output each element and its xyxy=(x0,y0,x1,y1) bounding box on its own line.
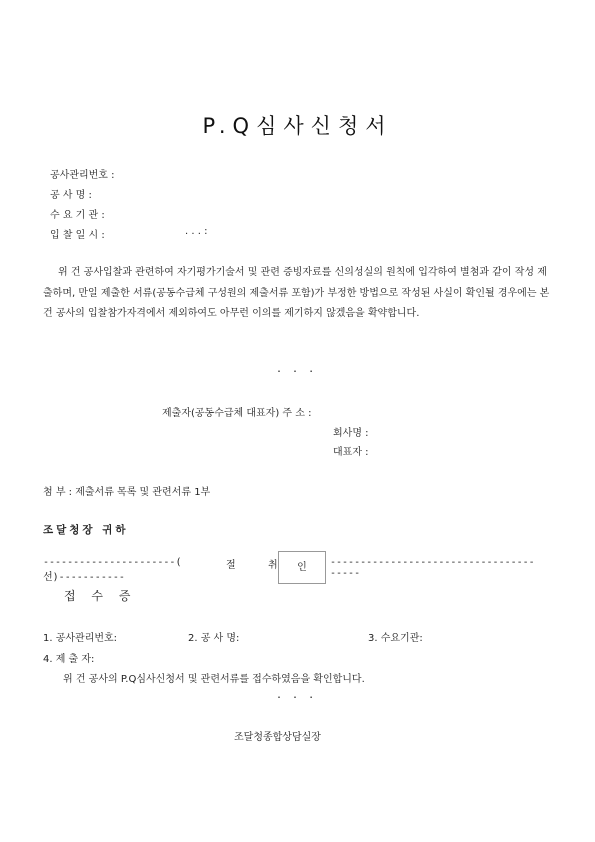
seal-box: 인 xyxy=(278,551,326,584)
cut-line-continued: 선)----------- xyxy=(43,572,125,583)
submission-date: . . . xyxy=(276,364,317,375)
cut-line-right: ---------------------------------- xyxy=(330,557,535,568)
field-project-name-label: 공 사 명 : xyxy=(50,190,92,201)
field-bid-date-label: 입 찰 일 시 : xyxy=(50,230,105,241)
submitter-address-label: 제출자(공동수급체 대표자) 주 소 : xyxy=(162,408,312,419)
page-title: P.Q심사신청서 xyxy=(202,114,393,138)
cut-line-word-1: 절 xyxy=(226,560,236,571)
receipt-item-project-name: 2. 공 사 명: xyxy=(188,633,240,644)
receipt-heading: 접 수 증 xyxy=(64,589,137,603)
cut-line-left: ----------------------( xyxy=(43,557,182,568)
field-bid-date-value: . . . : xyxy=(185,226,208,237)
receipt-item-submitter: 4. 제 출 자: xyxy=(43,654,95,665)
recipient-line: 조달청장 귀하 xyxy=(43,524,129,536)
receipt-issuer: 조달청종합상담실장 xyxy=(234,732,321,743)
receipt-confirmation: 위 건 공사의 P.Q심사신청서 및 관련서류를 접수하였음을 확인합니다. xyxy=(63,674,365,685)
field-project-number-label: 공사관리번호 : xyxy=(50,170,115,181)
cut-line-word-2: 취 xyxy=(268,560,278,571)
receipt-item-project-number: 1. 공사관리번호: xyxy=(43,633,118,644)
submitter-ceo-label: 대표자 : xyxy=(333,447,369,458)
receipt-date: . . . xyxy=(276,690,317,701)
cut-line-right-continued: ----- xyxy=(330,568,361,579)
submitter-company-label: 회사명 : xyxy=(333,428,369,439)
statement-paragraph: 위 건 공사입찰과 관련하여 자기평가기술서 및 관련 증빙자료를 신의성실의 원칙에 입각하여 별첨과 같이 작성 제출하며, 만일 제출한 서류(공동수급체 구성원의 제출서류 포함)가 부정한 방법으로 작성된 사실이 확인될 경우에는 본건 공사의 입찰참가자격에서 제외하여도 아무런 이의를 제기하지 않겠음을 확약합니다. xyxy=(43,267,550,319)
receipt-item-demand-agency: 3. 수요기관: xyxy=(368,633,423,644)
field-demand-agency-label: 수 요 기 관 : xyxy=(50,210,105,221)
attachment-line: 첨 부 : 제출서류 목록 및 관련서류 1부 xyxy=(43,487,211,498)
